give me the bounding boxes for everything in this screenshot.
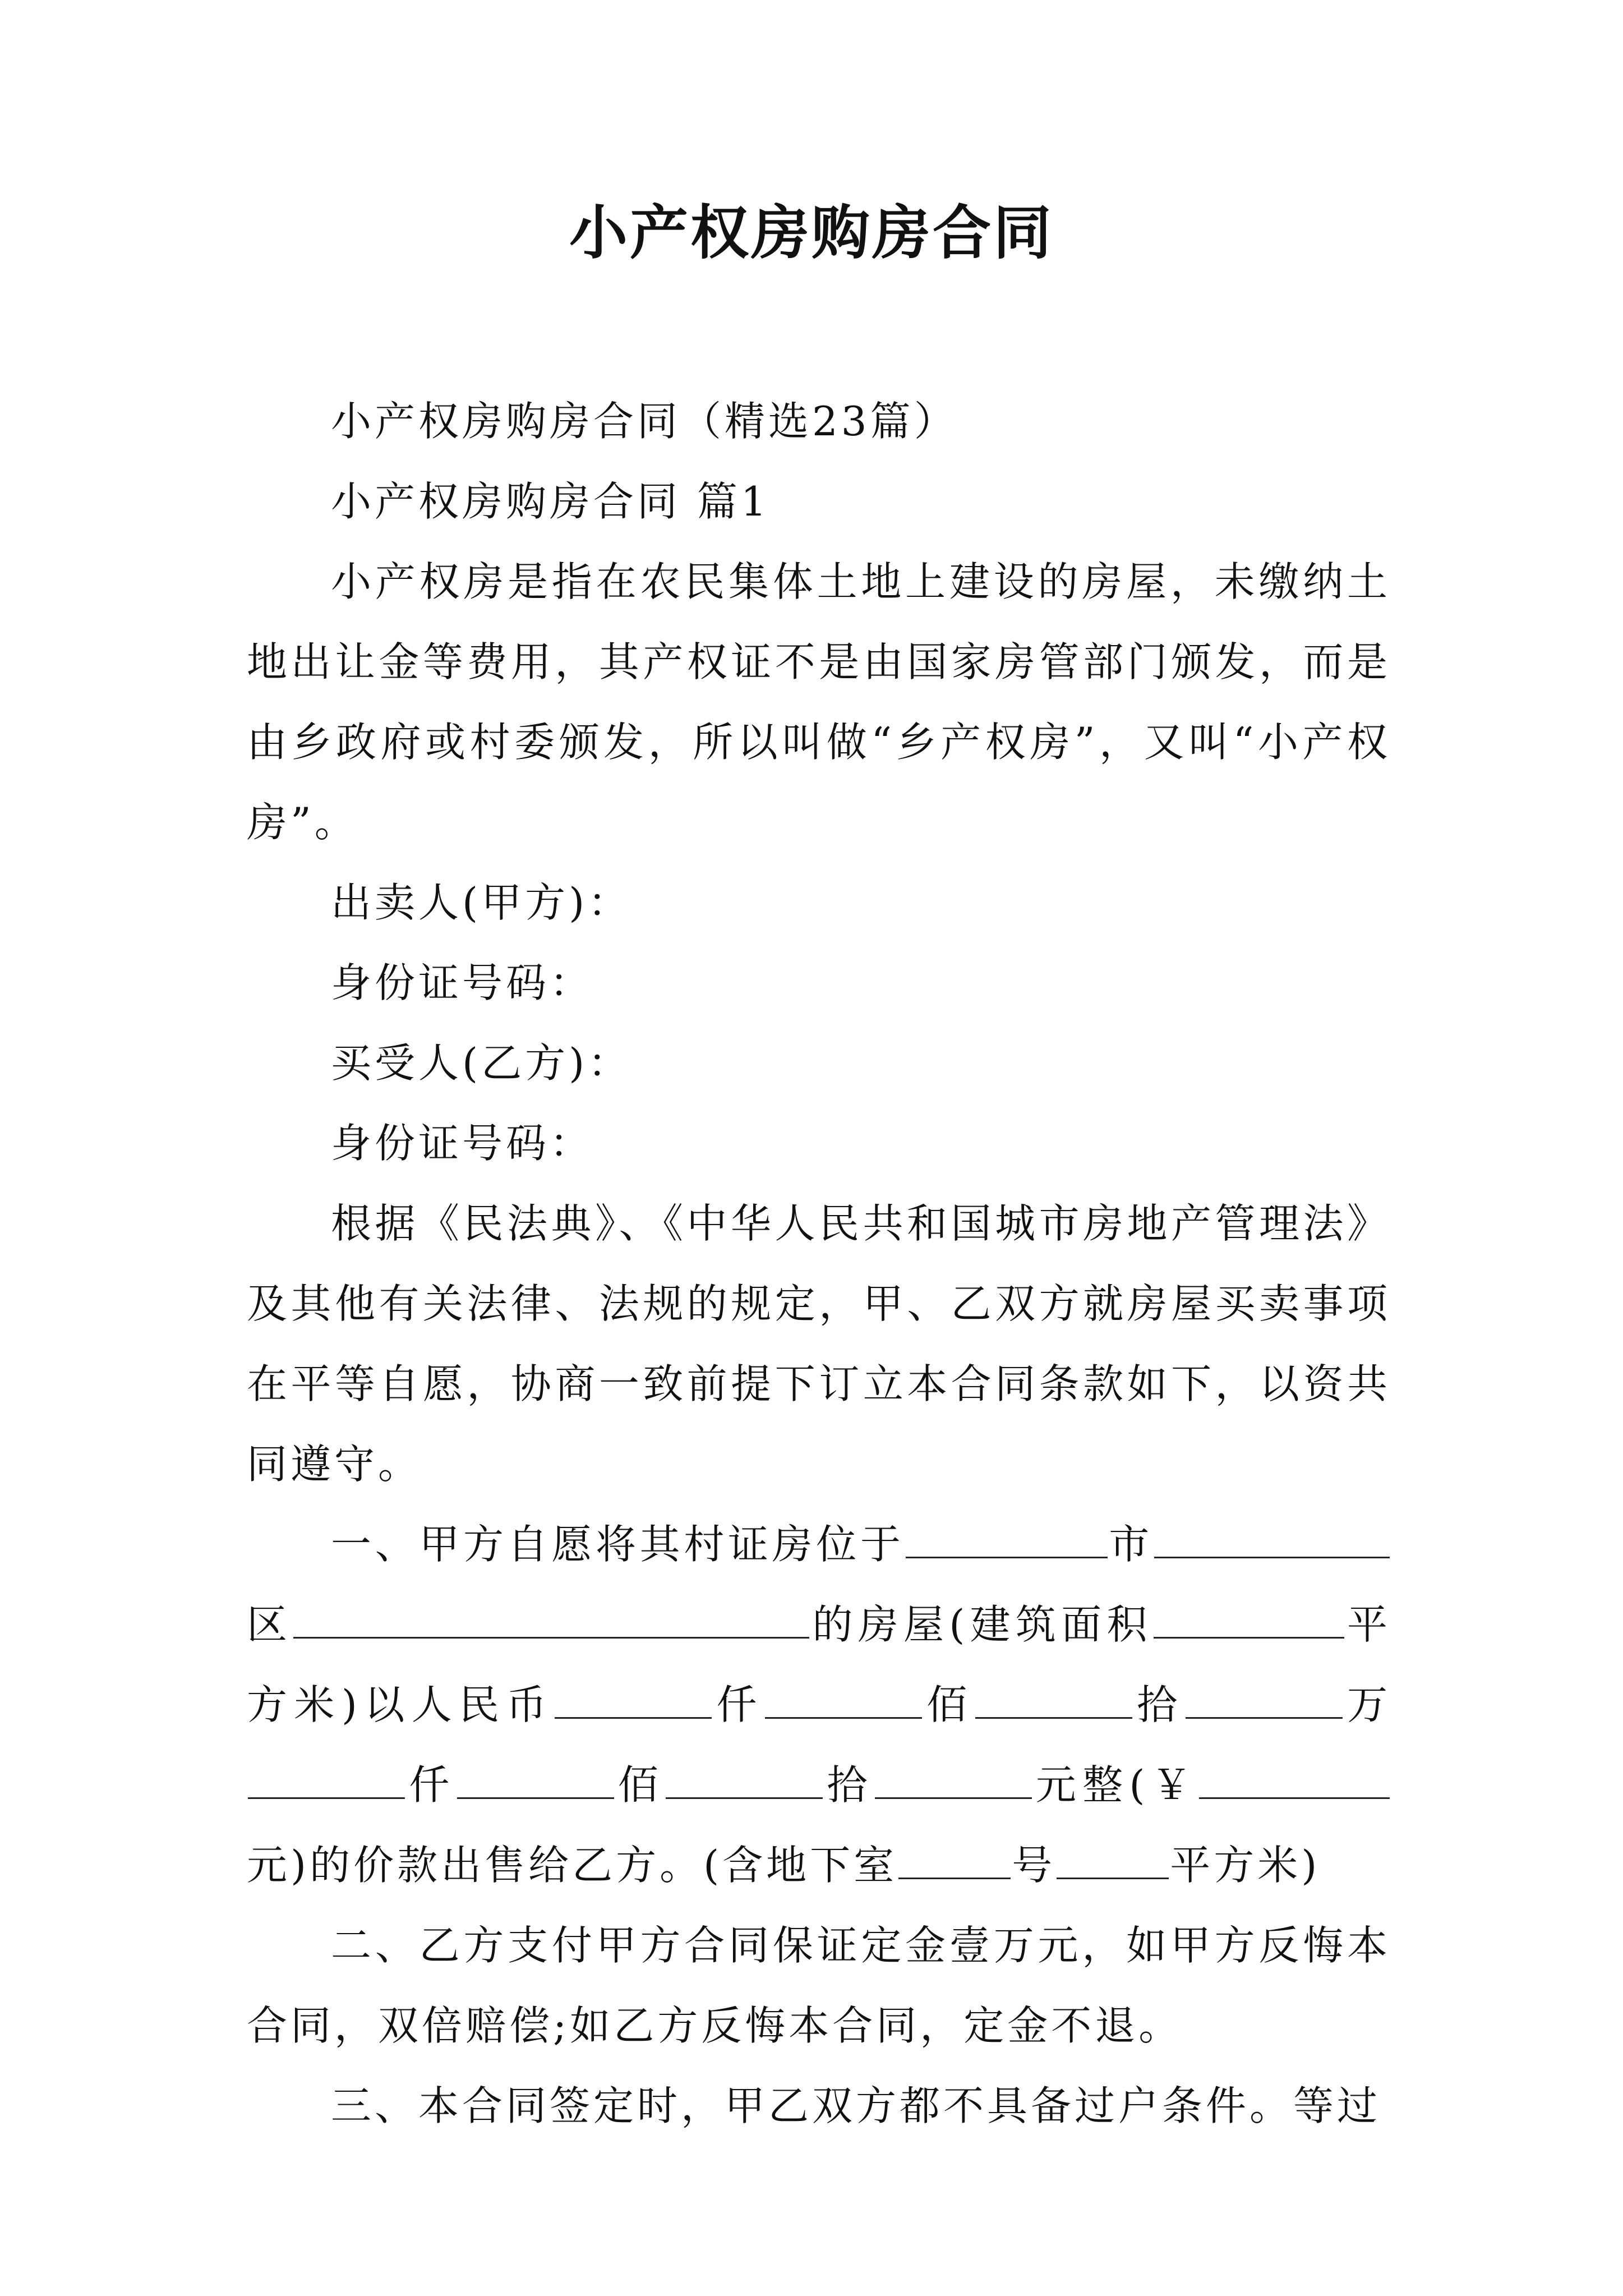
city-blank[interactable]	[906, 1516, 1108, 1558]
amount-blank[interactable]	[555, 1677, 712, 1719]
clause-1-text: 平方米)	[1170, 1842, 1321, 1889]
document-title: 小产权房购房合同	[569, 198, 1054, 267]
amount-blank[interactable]	[248, 1757, 405, 1799]
unit-label: 佰	[615, 1761, 665, 1809]
clause-3: 三、本合同签定时，甲乙双方都不具备过户条件。等过	[331, 2082, 1381, 2129]
clause-1-text: 平方米)以人民币	[247, 1601, 1391, 1728]
clause-2: 二、乙方支付甲方合同保证定金壹万元，如甲方反悔本合同，双倍赔偿;如乙方反悔本合同，定金不退。	[247, 1922, 1391, 2049]
unit-label: 仟	[406, 1761, 456, 1809]
clause-1-text: 区	[247, 1601, 293, 1648]
buyer-id-label: 身份证号码：	[331, 1120, 594, 1167]
seller-id-label: 身份证号码：	[331, 959, 594, 1006]
unit-label: 仟	[713, 1681, 764, 1728]
amount-blank[interactable]	[1186, 1677, 1343, 1719]
subtitle: 小产权房购房合同（精选23篇）	[331, 398, 958, 445]
amount-blank[interactable]	[666, 1757, 823, 1799]
yuan-amount-blank[interactable]	[1199, 1757, 1390, 1799]
seller-label: 出卖人(甲方)：	[331, 879, 632, 926]
basement-area-blank[interactable]	[1057, 1837, 1169, 1879]
clause-1-text: 号	[1012, 1842, 1056, 1889]
clause-1-text: 元)的价款出售给乙方。(含地下室	[247, 1842, 898, 1889]
area-blank[interactable]	[1154, 1596, 1344, 1639]
amount-blank[interactable]	[875, 1757, 1032, 1799]
buyer-label: 买受人(乙方)：	[331, 1039, 632, 1087]
unit-label: 万	[1343, 1681, 1391, 1728]
unit-label: 拾	[824, 1761, 874, 1809]
document-body	[247, 381, 1391, 2146]
amount-blank[interactable]	[765, 1677, 922, 1719]
basis-paragraph: 根据《民法典》、《中华人民共和国城市房地产管理法》及其他有关法律、法规的规定，甲、乙双方就房屋买卖事项在平等自愿，协商一致前提下订立本合同条款如下，以资共同遵守。	[247, 1200, 1391, 1488]
amount-blank[interactable]	[457, 1757, 614, 1799]
unit-label: 佰	[923, 1681, 974, 1728]
section-heading: 小产权房购房合同 篇1	[331, 478, 770, 525]
definition-paragraph: 小产权房是指在农民集体土地上建设的房屋，未缴纳土地出让金等费用，其产权证不是由国家房管部门颁发，而是由乡政府或村委颁发，所以叫做“乡产权房”，又叫“小产权房”。	[247, 558, 1391, 846]
clause-1-text: 市	[1108, 1521, 1153, 1568]
clause-1-text: 元整(￥	[1032, 1761, 1198, 1809]
clause-1-text: 一、甲方自愿将其村证房位于	[331, 1521, 905, 1568]
clause-1-text: 的房屋(建筑面积	[810, 1601, 1152, 1648]
amount-blank[interactable]	[975, 1677, 1132, 1719]
unit-label: 拾	[1133, 1681, 1184, 1728]
district-blank[interactable]	[293, 1596, 809, 1639]
basement-number-blank[interactable]	[898, 1837, 1011, 1879]
clause-1	[247, 1504, 1391, 1906]
city-suffix-blank[interactable]	[1154, 1516, 1390, 1558]
